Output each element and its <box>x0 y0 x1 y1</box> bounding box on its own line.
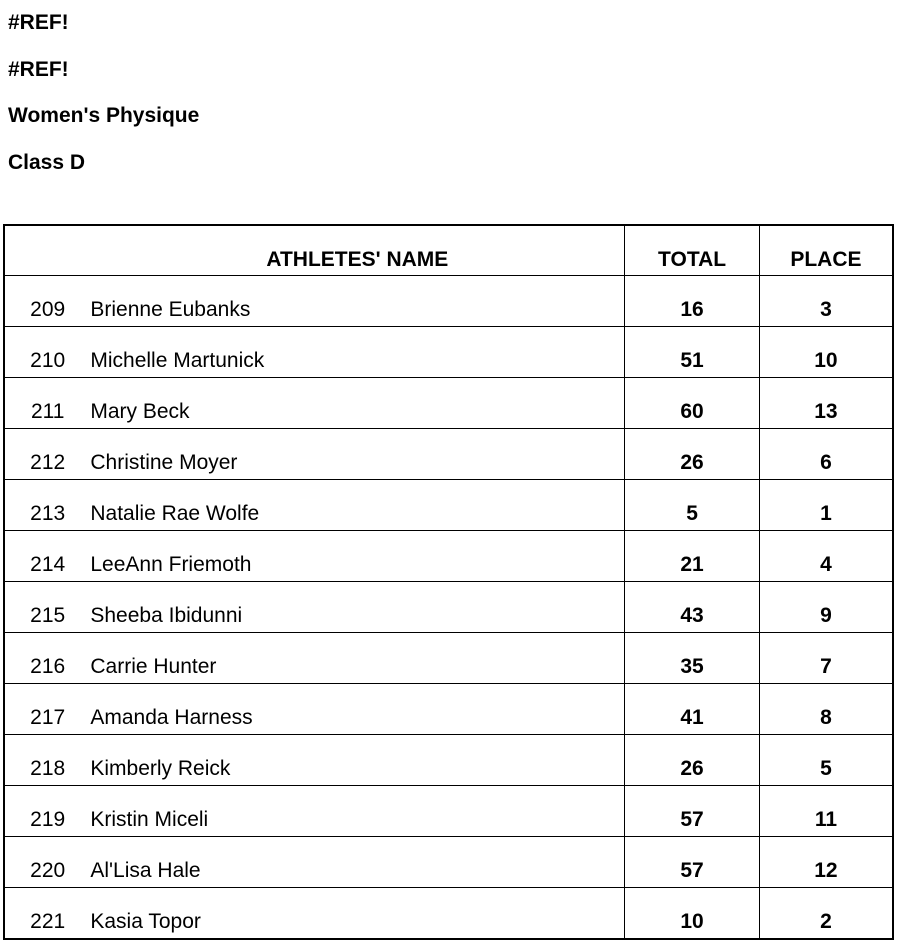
table-row <box>4 378 893 429</box>
athlete-total: 26 <box>625 735 760 786</box>
athlete-name: LeeAnn Friemoth <box>90 531 624 582</box>
class-title: Class D <box>8 151 86 174</box>
results-table-body <box>4 276 893 940</box>
athlete-total: 16 <box>625 276 760 327</box>
athlete-total: 57 <box>625 786 760 837</box>
athlete-name: Kristin Miceli <box>90 786 624 837</box>
athlete-name: Kimberly Reick <box>90 735 624 786</box>
athlete-total: 51 <box>625 327 760 378</box>
name-column-header: ATHLETES' NAME <box>90 225 624 276</box>
athlete-name: Sheeba Ibidunni <box>90 582 624 633</box>
athlete-name: Natalie Rae Wolfe <box>90 480 624 531</box>
header-line-2: #REF! <box>8 58 69 81</box>
table-row <box>4 837 893 888</box>
athlete-name: Carrie Hunter <box>90 633 624 684</box>
athlete-name: Christine Moyer <box>90 429 624 480</box>
table-row <box>4 888 893 940</box>
athlete-total: 41 <box>625 684 760 735</box>
athlete-name: Kasia Topor <box>90 888 624 940</box>
athlete-place: 10 <box>759 327 893 378</box>
number-column-header <box>4 225 90 276</box>
table-row <box>4 531 893 582</box>
athlete-place: 11 <box>759 786 893 837</box>
athlete-name: Brienne Eubanks <box>90 298 251 321</box>
athlete-total: 60 <box>625 378 760 429</box>
header-row <box>4 225 893 276</box>
division-title: Women's Physique <box>8 104 200 127</box>
athlete-number: 214 <box>4 531 90 582</box>
athlete-place: 9 <box>759 582 893 633</box>
athlete-place: 7 <box>759 633 893 684</box>
results-table <box>3 224 894 940</box>
athlete-total: 21 <box>625 531 760 582</box>
athlete-number: 216 <box>4 633 90 684</box>
table-row <box>4 633 893 684</box>
table-row <box>4 327 893 378</box>
athlete-number: 210 <box>4 327 90 378</box>
athlete-total: 35 <box>625 633 760 684</box>
athlete-total: 10 <box>625 888 760 940</box>
athlete-number: 221 <box>4 888 90 940</box>
athlete-place: 3 <box>759 276 893 327</box>
table-row <box>4 684 893 735</box>
athlete-place: 5 <box>759 735 893 786</box>
athlete-number: 209 <box>30 298 66 321</box>
athlete-number: 217 <box>4 684 90 735</box>
place-column-header: PLACE <box>759 225 893 276</box>
athlete-name: Amanda Harness <box>90 684 624 735</box>
table-row <box>4 786 893 837</box>
athlete-place: 6 <box>759 429 893 480</box>
athlete-number: 211 <box>4 378 90 429</box>
table-row <box>4 582 893 633</box>
table-row <box>4 276 893 327</box>
athlete-number: 212 <box>4 429 90 480</box>
header-line-1: #REF! <box>8 11 69 34</box>
athlete-place: 2 <box>759 888 893 940</box>
athlete-number: 219 <box>4 786 90 837</box>
athlete-number: 215 <box>4 582 90 633</box>
athlete-total: 26 <box>625 429 760 480</box>
athlete-name: Michelle Martunick <box>90 327 624 378</box>
athlete-place: 12 <box>759 837 893 888</box>
athlete-name: Al'Lisa Hale <box>90 837 624 888</box>
table-row <box>4 480 893 531</box>
table-row <box>4 735 893 786</box>
athlete-place: 4 <box>759 531 893 582</box>
athlete-number: 220 <box>4 837 90 888</box>
results-table-header <box>4 225 893 276</box>
athlete-number: 213 <box>4 480 90 531</box>
athlete-total: 5 <box>625 480 760 531</box>
table-row <box>4 429 893 480</box>
total-column-header: TOTAL <box>625 225 760 276</box>
athlete-place: 1 <box>759 480 893 531</box>
athlete-place: 8 <box>759 684 893 735</box>
athlete-place: 13 <box>759 378 893 429</box>
athlete-name: Mary Beck <box>90 378 624 429</box>
athlete-total: 57 <box>625 837 760 888</box>
athlete-total: 43 <box>625 582 760 633</box>
athlete-number: 218 <box>4 735 90 786</box>
